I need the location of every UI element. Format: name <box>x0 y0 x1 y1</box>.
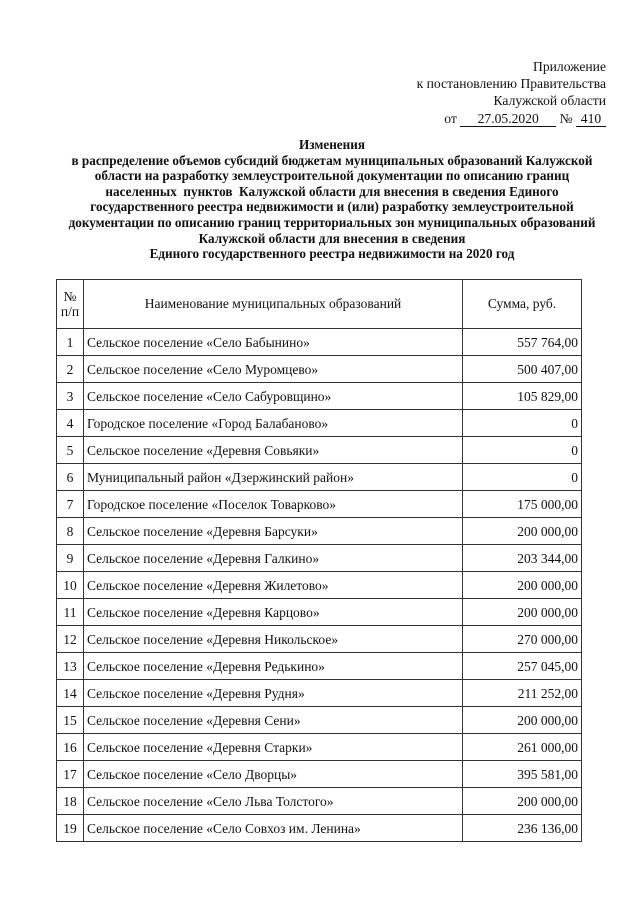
table-row <box>57 383 582 410</box>
row-number: 7 <box>57 491 84 518</box>
header-name: Наименование муниципальных образований <box>84 280 463 329</box>
row-municipality-name: Сельское поселение «Село Бабынино» <box>84 329 463 356</box>
row-number: 2 <box>57 356 84 383</box>
row-sum: 200 000,00 <box>463 788 582 815</box>
row-municipality-name: Муниципальный район «Дзержинский район» <box>84 464 463 491</box>
row-sum: 203 344,00 <box>463 545 582 572</box>
table-header-row <box>57 280 582 329</box>
row-number: 11 <box>57 599 84 626</box>
table-row <box>57 518 582 545</box>
table-row <box>57 707 582 734</box>
row-municipality-name: Сельское поселение «Деревня Никольское» <box>84 626 463 653</box>
row-number: 5 <box>57 437 84 464</box>
decree-date-number <box>366 110 606 127</box>
number-prefix: № <box>559 111 573 126</box>
row-municipality-name: Сельское поселение «Деревня Редькино» <box>84 653 463 680</box>
appendix-decree-ref: к постановлению Правительства <box>416 76 606 91</box>
title-line-1: Изменения <box>299 137 365 152</box>
row-sum: 211 252,00 <box>463 680 582 707</box>
appendix-label: Приложение <box>533 59 606 74</box>
row-municipality-name: Городское поселение «Город Балабаново» <box>84 410 463 437</box>
row-municipality-name: Городское поселение «Поселок Товарково» <box>84 491 463 518</box>
row-municipality-name: Сельское поселение «Деревня Рудня» <box>84 680 463 707</box>
title-line-8: Единого государственного реестра недвижимости на 2020 год <box>149 246 515 262</box>
row-municipality-name: Сельское поселение «Село Льва Толстого» <box>84 788 463 815</box>
row-sum: 500 407,00 <box>463 356 582 383</box>
row-sum: 105 829,00 <box>463 383 582 410</box>
table-row <box>57 491 582 518</box>
header-number-pp: п/п <box>60 304 80 319</box>
row-number: 9 <box>57 545 84 572</box>
row-number: 18 <box>57 788 84 815</box>
decree-number: 410 <box>576 112 606 127</box>
table-row <box>57 572 582 599</box>
table-row <box>57 437 582 464</box>
row-municipality-name: Сельское поселение «Деревня Сени» <box>84 707 463 734</box>
table-row <box>57 761 582 788</box>
row-sum: 200 000,00 <box>463 599 582 626</box>
row-number: 15 <box>57 707 84 734</box>
row-municipality-name: Сельское поселение «Село Дворцы» <box>84 761 463 788</box>
row-municipality-name: Сельское поселение «Село Муромцево» <box>84 356 463 383</box>
row-sum: 0 <box>463 410 582 437</box>
row-number: 16 <box>57 734 84 761</box>
table-row <box>57 464 582 491</box>
title-line-2: в распределение объемов субсидий бюджетам муниципальных образований Калужской <box>71 152 593 168</box>
row-sum: 175 000,00 <box>463 491 582 518</box>
row-number: 13 <box>57 653 84 680</box>
date-prefix: от <box>444 111 457 126</box>
table-row <box>57 329 582 356</box>
row-municipality-name: Сельское поселение «Деревня Старки» <box>84 734 463 761</box>
header-number-sign: № <box>63 289 77 304</box>
decree-date: 27.05.2020 <box>460 112 556 127</box>
appendix-region: Калужской области <box>493 93 606 108</box>
table-row <box>57 680 582 707</box>
row-sum: 395 581,00 <box>463 761 582 788</box>
table-row <box>57 599 582 626</box>
row-number: 12 <box>57 626 84 653</box>
title-line-3: области на разработку землеустроительной документации по описанию границ <box>94 168 570 184</box>
table-row <box>57 545 582 572</box>
table-row <box>57 410 582 437</box>
row-number: 10 <box>57 572 84 599</box>
row-sum: 270 000,00 <box>463 626 582 653</box>
row-municipality-name: Сельское поселение «Деревня Совьяки» <box>84 437 463 464</box>
row-municipality-name: Сельское поселение «Деревня Карцово» <box>84 599 463 626</box>
row-number: 4 <box>57 410 84 437</box>
row-number: 19 <box>57 815 84 842</box>
appendix-block <box>366 58 606 127</box>
row-municipality-name: Сельское поселение «Село Сабуровщино» <box>84 383 463 410</box>
row-number: 8 <box>57 518 84 545</box>
title-line-6: документации по описанию границ территориальных зон муниципальных образований <box>68 214 596 230</box>
table-row <box>57 815 582 842</box>
table-row <box>57 734 582 761</box>
table-row <box>57 626 582 653</box>
row-sum: 200 000,00 <box>463 518 582 545</box>
row-municipality-name: Сельское поселение «Деревня Жилетово» <box>84 572 463 599</box>
row-sum: 0 <box>463 464 582 491</box>
row-number: 14 <box>57 680 84 707</box>
row-number: 6 <box>57 464 84 491</box>
row-sum: 236 136,00 <box>463 815 582 842</box>
row-number: 1 <box>57 329 84 356</box>
table-row <box>57 788 582 815</box>
title-line-7: Калужской области для внесения в сведения <box>198 230 466 246</box>
row-municipality-name: Сельское поселение «Село Совхоз им. Ленина» <box>84 815 463 842</box>
document-title <box>40 137 624 262</box>
row-sum: 557 764,00 <box>463 329 582 356</box>
header-sum: Сумма, руб. <box>463 280 582 329</box>
table-row <box>57 356 582 383</box>
title-line-5: государственного реестра недвижимости и (или) разработку землеустроительной <box>90 199 574 215</box>
row-sum: 200 000,00 <box>463 572 582 599</box>
row-sum: 0 <box>463 437 582 464</box>
row-sum: 257 045,00 <box>463 653 582 680</box>
row-municipality-name: Сельское поселение «Деревня Барсуки» <box>84 518 463 545</box>
header-number <box>57 280 84 329</box>
row-municipality-name: Сельское поселение «Деревня Галкино» <box>84 545 463 572</box>
row-sum: 261 000,00 <box>463 734 582 761</box>
title-line-4: населенных пунктов Калужской области для внесения в сведения Единого <box>105 183 559 199</box>
table-row <box>57 653 582 680</box>
row-number: 3 <box>57 383 84 410</box>
subsidy-table <box>56 279 582 842</box>
row-sum: 200 000,00 <box>463 707 582 734</box>
table-body <box>57 329 582 842</box>
row-number: 17 <box>57 761 84 788</box>
